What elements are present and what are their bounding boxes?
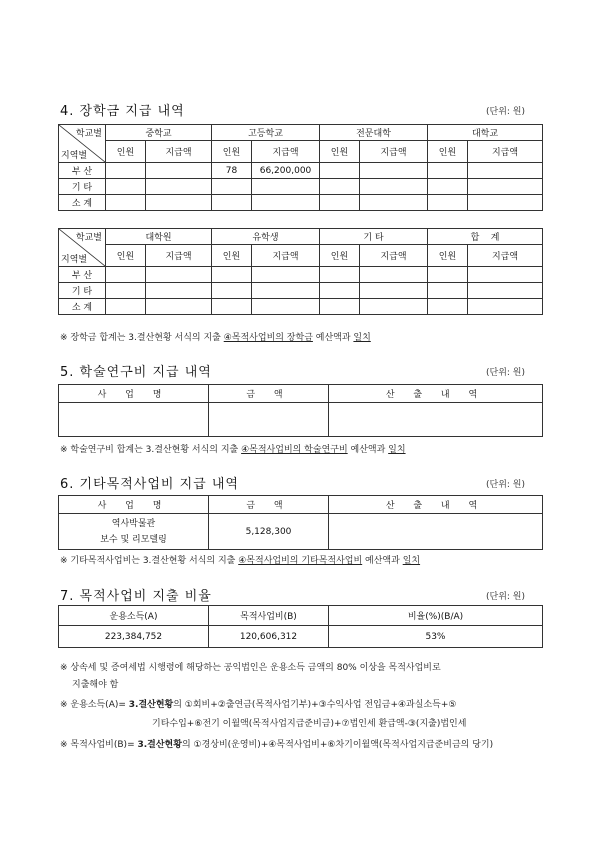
table-cell	[360, 283, 428, 299]
table-cell	[212, 283, 252, 299]
table-cell	[428, 283, 468, 299]
table-row	[59, 267, 543, 283]
table-cell	[468, 195, 543, 211]
note-text: 예산액과	[347, 445, 389, 455]
section-6-note	[60, 553, 420, 566]
scholarship-table-2	[58, 228, 543, 315]
scholarship-table-1	[58, 124, 543, 211]
sub-header: 인원	[212, 245, 252, 267]
table-row	[59, 403, 543, 437]
sub-header: 인원	[320, 245, 360, 267]
group-header: 합 계	[428, 229, 543, 245]
table-row	[59, 626, 543, 648]
sub-header: 지급액	[468, 141, 543, 163]
project-name-line: 보수 및 리모델링	[100, 534, 167, 545]
group-header: 대학원	[106, 229, 212, 245]
row-label: 기 타	[59, 283, 106, 299]
table-cell: 66,200,000	[252, 163, 320, 179]
note-text: ※ 목적사업비(B)=	[60, 740, 138, 750]
table-cell	[252, 179, 320, 195]
section-7-note-2-cont: 기타수입+⑥전기 이월액(목적사업지급준비금)+⑦법인세 환급액-③(지출)법인세	[152, 719, 467, 729]
row-label: 소 계	[59, 195, 106, 211]
section-7-note-1-cont: 지출해야 함	[72, 680, 119, 690]
note-text: 예산액과	[312, 333, 354, 343]
section-7-note-2	[60, 697, 456, 710]
table-cell	[320, 267, 360, 283]
table-cell	[146, 267, 212, 283]
note-link-text: ④목적사업비의 기타목적사업비	[238, 556, 363, 566]
group-header: 유학생	[212, 229, 320, 245]
section-7-title: 7. 목적사업비 지출 비율	[60, 589, 212, 604]
table-cell	[106, 163, 146, 179]
section-6-title: 6. 기타목적사업비 지급 내역	[60, 477, 239, 492]
sub-header: 지급액	[252, 141, 320, 163]
column-header: 금 액	[209, 385, 329, 403]
note-text: 의 ①회비+②출연금(목적사업기부)+③수익사업 전입금+④과실소득+⑤	[173, 700, 457, 710]
table-cell	[146, 299, 212, 315]
section-5-title: 5. 학술연구비 지급 내역	[60, 365, 212, 380]
table-cell	[212, 299, 252, 315]
corner-cell	[59, 229, 106, 267]
table-cell	[146, 163, 212, 179]
project-name-line: 역사박물관	[111, 518, 156, 529]
amount-cell: 5,128,300	[209, 514, 329, 550]
section-7-note-3	[60, 737, 493, 750]
table-cell	[329, 403, 543, 437]
table-cell: 78	[212, 163, 252, 179]
note-bold-text: 3.결산현황	[128, 700, 174, 710]
section-4-unit: (단위: 원)	[486, 107, 525, 117]
table-cell	[360, 299, 428, 315]
table-cell	[468, 283, 543, 299]
table-row	[59, 195, 543, 211]
section-5-unit: (단위: 원)	[486, 368, 525, 378]
corner-top-label: 학교별	[75, 233, 102, 243]
corner-top-label: 학교별	[75, 129, 102, 139]
table-cell	[320, 179, 360, 195]
other-purpose-table	[58, 495, 543, 550]
group-header: 고등학교	[212, 125, 320, 141]
table-cell	[360, 179, 428, 195]
corner-cell	[59, 125, 106, 163]
table-row	[59, 514, 543, 550]
note-text: 예산액과	[362, 556, 403, 566]
note-link-text: ④목적사업비의 학술연구비	[241, 445, 348, 455]
section-5-note	[60, 442, 406, 455]
sub-header: 지급액	[360, 141, 428, 163]
table-row	[59, 283, 543, 299]
table-cell	[252, 299, 320, 315]
table-cell	[468, 163, 543, 179]
table-row	[59, 299, 543, 315]
sub-header: 지급액	[252, 245, 320, 267]
table-row	[59, 163, 543, 179]
table-cell	[212, 195, 252, 211]
project-name-cell	[59, 514, 209, 550]
table-cell	[360, 267, 428, 283]
table-cell	[252, 283, 320, 299]
table-cell	[252, 267, 320, 283]
table-cell	[320, 163, 360, 179]
table-cell	[212, 267, 252, 283]
group-header: 기 타	[320, 229, 428, 245]
row-label: 부 산	[59, 267, 106, 283]
table-cell	[212, 179, 252, 195]
table-row	[59, 179, 543, 195]
column-header: 목적사업비(B)	[209, 606, 329, 626]
table-cell	[320, 299, 360, 315]
corner-bottom-label: 지역별	[61, 255, 88, 265]
row-label: 기 타	[59, 179, 106, 195]
table-cell	[468, 267, 543, 283]
table-cell	[468, 299, 543, 315]
table-cell	[106, 267, 146, 283]
table-cell	[106, 283, 146, 299]
table-cell	[428, 179, 468, 195]
note-text: ※ 학술연구비 합계는 3.결산현황 서식의 지출	[60, 445, 242, 455]
table-cell	[320, 283, 360, 299]
table-cell	[468, 179, 543, 195]
table-cell	[106, 195, 146, 211]
research-table	[58, 384, 543, 437]
table-cell	[59, 403, 209, 437]
note-bold-text: 3.결산현황	[137, 740, 182, 750]
table-cell	[146, 283, 212, 299]
table-cell	[428, 195, 468, 211]
group-header: 중학교	[106, 125, 212, 141]
column-header: 비율(%)(B/A)	[329, 606, 543, 626]
note-text: ※ 장학금 합계는 3.결산현황 서식의 지출	[60, 333, 224, 343]
table-cell	[106, 299, 146, 315]
note-link-text: 일치	[353, 333, 371, 343]
section-4-note	[60, 330, 371, 343]
ratio-table	[58, 605, 543, 648]
section-7-note-1: ※ 상속세 및 증여세법 시행령에 해당하는 공익법인은 운용소득 금액의 80% 이상을 목적사업비로	[60, 663, 441, 673]
column-header: 산 출 내 역	[329, 496, 543, 514]
corner-bottom-label: 지역별	[61, 151, 88, 161]
row-label: 소 계	[59, 299, 106, 315]
column-header: 사 업 명	[59, 385, 209, 403]
table-cell	[428, 163, 468, 179]
note-text: 의 ①경상비(운영비)+④목적사업비+⑥차기이월액(목적사업지급준비금의 당기)	[181, 740, 494, 750]
sub-header: 지급액	[468, 245, 543, 267]
row-label: 부 산	[59, 163, 106, 179]
table-cell	[146, 195, 212, 211]
sub-header: 지급액	[146, 141, 212, 163]
table-cell	[209, 403, 329, 437]
sub-header: 인원	[428, 245, 468, 267]
column-header: 운용소득(A)	[59, 606, 209, 626]
group-header: 대학교	[428, 125, 543, 141]
table-cell	[360, 195, 428, 211]
sub-header: 인원	[106, 141, 146, 163]
column-header: 사 업 명	[59, 496, 209, 514]
section-4-title: 4. 장학금 지급 내역	[60, 104, 185, 119]
section-7-unit: (단위: 원)	[486, 592, 525, 602]
column-header: 금 액	[209, 496, 329, 514]
sub-header: 인원	[212, 141, 252, 163]
sub-header: 지급액	[146, 245, 212, 267]
table-cell	[320, 195, 360, 211]
table-cell	[428, 299, 468, 315]
section-6-unit: (단위: 원)	[486, 480, 525, 490]
table-cell	[360, 163, 428, 179]
table-cell	[146, 179, 212, 195]
sub-header: 인원	[106, 245, 146, 267]
table-cell	[428, 267, 468, 283]
table-cell	[252, 195, 320, 211]
ratio-value: 53%	[329, 626, 543, 648]
group-header: 전문대학	[320, 125, 428, 141]
purpose-expense-value: 120,606,312	[209, 626, 329, 648]
income-value: 223,384,752	[59, 626, 209, 648]
note-link-text: 일치	[402, 556, 421, 566]
detail-cell	[329, 514, 543, 550]
column-header: 산 출 내 역	[329, 385, 543, 403]
note-text: ※ 기타목적사업비는 3.결산현황 서식의 지출	[60, 556, 239, 566]
note-text: ※ 운용소득(A)=	[60, 700, 129, 710]
sub-header: 인원	[320, 141, 360, 163]
table-cell	[106, 179, 146, 195]
note-link-text: ④목적사업비의 장학금	[223, 333, 313, 343]
note-link-text: 일치	[388, 445, 406, 455]
sub-header: 인원	[428, 141, 468, 163]
sub-header: 지급액	[360, 245, 428, 267]
